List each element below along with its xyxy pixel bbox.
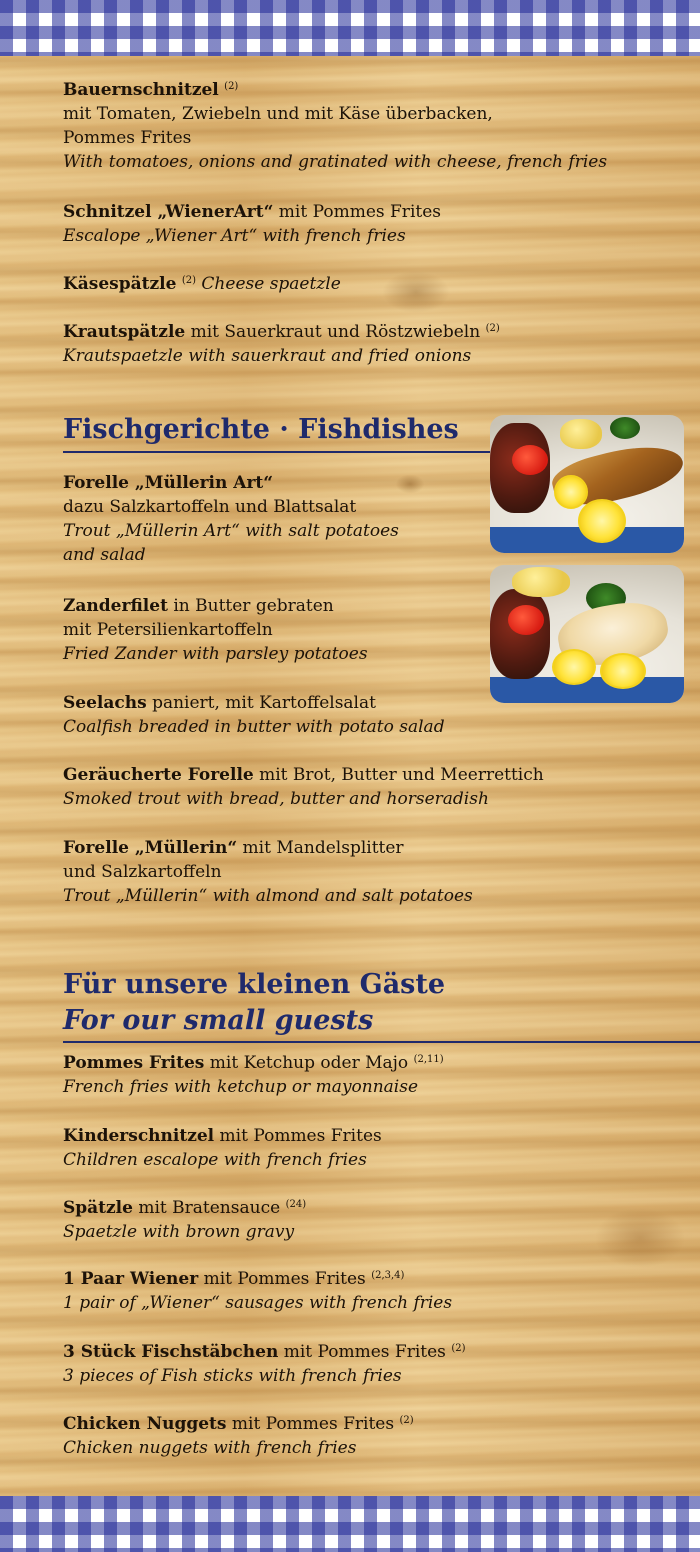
dish-description-en: 1 pair of „Wiener“ sausages with french fries [63,1293,453,1313]
dish-name: Schnitzel „WienerArt“ [63,202,274,222]
dish-description-de: paniert, mit Kartoffelsalat [146,693,376,713]
dish-description-en: Chicken nuggets with french fries [63,1438,357,1458]
dish-name: Seelachs [63,693,147,713]
dish-forelle-muellerin [63,836,473,908]
dish-forelle-muellerin-art [63,471,399,567]
dish-fischstaebchen [63,1340,465,1388]
dish-description-de: mit Pommes Frites [278,1342,452,1362]
dish-description-de: dazu Salzkartoffeln und Blattsalat [63,497,357,517]
dish-schnitzel-wiener-art [63,200,441,248]
tomato-garnish [512,445,548,475]
dish-geraeucherte-forelle [63,763,544,811]
dish-description-en: French fries with ketchup or mayonnaise [63,1077,419,1097]
dish-kaesespaetzle [63,272,341,296]
dish-name: Forelle „Müllerin“ [63,838,238,858]
dish-description-en: Coalfish breaded in butter with potato salad [63,717,445,737]
dish-description-de: und Salzkartoffeln [63,862,222,882]
dish-description-de: mit Pommes Frites [214,1126,382,1146]
dish-name: Spätzle [63,1198,133,1218]
dish-description-de: Pommes Frites [63,128,192,148]
allergen-note: (24) [285,1199,307,1210]
dish-description-en: 3 pieces of Fish sticks with french fries [63,1366,402,1386]
dish-zanderfilet [63,594,368,666]
dish-description-de: mit Tomaten, Zwiebeln und mit Käse überbacken, [63,104,493,124]
dish-description-en: Smoked trout with bread, butter and horseradish [63,789,489,809]
dish-seelachs [63,691,445,739]
dish-kinderschnitzel [63,1124,382,1172]
dish-description-en: Krautspaetzle with sauerkraut and fried onions [63,346,472,366]
dish-description-en: and salad [63,545,146,565]
dish-description-de: mit Bratensauce [132,1198,286,1218]
section-title-kids-en: For our small guests [63,1005,374,1036]
allergen-note: (2) [451,1343,466,1354]
dish-name: 1 Paar Wiener [63,1269,199,1289]
dish-name: Käsespätzle [63,274,177,294]
section-title-fishdishes: Fischgerichte · Fishdishes [63,414,459,445]
dish-description-en: Fried Zander with parsley potatoes [63,644,368,664]
dish-description-en: Trout „Müllerin Art“ with salt potatoes [63,521,399,541]
lemon-slice [600,653,646,689]
dish-description-en: Cheese spaetzle [201,274,341,294]
dish-name: Pommes Frites [63,1053,205,1073]
allergen-note: (2,3,4) [371,1270,405,1281]
dish-description-en: Spaetzle with brown gravy [63,1222,295,1242]
dish-description-de: mit Brot, Butter und Meerrettich [253,765,544,785]
dish-description-en: Escalope „Wiener Art“ with french fries [63,226,406,246]
gingham-border-bottom [0,1496,700,1552]
dish-name: 3 Stück Fischstäbchen [63,1342,279,1362]
dish-description-de: mit Sauerkraut und Röstzwiebeln [185,322,486,342]
zander-dish-photo [490,565,684,703]
dish-description-de: mit Pommes Frites [273,202,441,222]
dish-krautspaetzle [63,320,500,368]
dish-description-de: mit Pommes Frites [226,1414,400,1434]
dish-name: Geräucherte Forelle [63,765,254,785]
dish-pommes-frites [63,1051,444,1099]
parsley-garnish [610,417,640,439]
dish-description-de: in Butter gebraten [167,596,334,616]
dish-chicken-nuggets [63,1412,414,1460]
dish-name: Forelle „Müllerin Art“ [63,473,274,493]
dish-paar-wiener [63,1267,452,1315]
allergen-note: (2) [181,275,197,286]
section-divider [63,451,493,453]
dish-spaetzle [63,1196,306,1244]
allergen-note: (2) [485,323,500,334]
trout-dish-photo [490,415,684,553]
potato [512,567,570,597]
dish-description-de: mit Pommes Frites [198,1269,372,1289]
dish-description-en: Trout „Müllerin“ with almond and salt potatoes [63,886,473,906]
section-title-kids-de: Für unsere kleinen Gäste [63,969,446,1000]
dish-description-en: With tomatoes, onions and gratinated with cheese, french fries [63,152,608,172]
allergen-note: (2) [224,81,239,92]
dish-name: Chicken Nuggets [63,1414,227,1434]
dish-name: Kinderschnitzel [63,1126,215,1146]
dish-bauernschnitzel [63,78,607,174]
allergen-note: (2) [399,1415,414,1426]
lemon-slice [554,475,588,509]
dish-description-de: mit Petersilienkartoffeln [63,620,273,640]
section-divider [63,1041,700,1043]
lemon-slice [578,499,626,543]
dish-name: Krautspätzle [63,322,186,342]
allergen-note: (2,11) [413,1054,444,1065]
potato [560,419,602,449]
dish-name: Bauernschnitzel [63,80,219,100]
gingham-border-top [0,0,700,56]
tomato-garnish [508,605,544,635]
dish-description-de: mit Mandelsplitter [237,838,404,858]
lemon-slice [552,649,596,685]
dish-description-en: Children escalope with french fries [63,1150,367,1170]
dish-description-de: mit Ketchup oder Majo [204,1053,414,1073]
dish-name: Zanderfilet [63,596,168,616]
